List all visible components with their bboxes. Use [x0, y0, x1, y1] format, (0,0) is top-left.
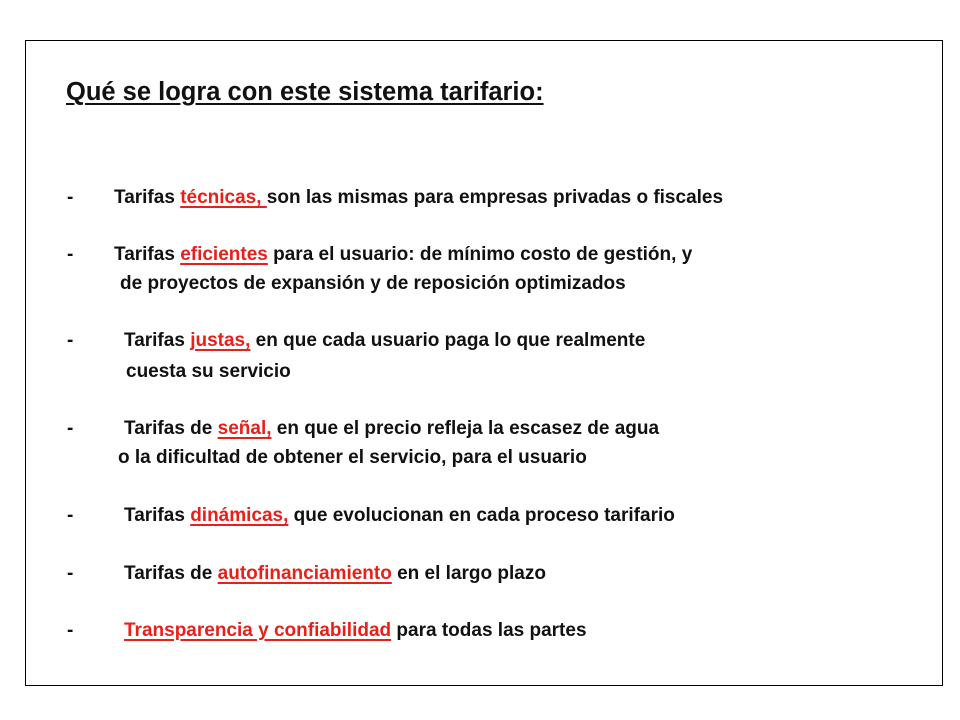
bullet-text: en el largo plazo	[391, 563, 546, 584]
bullet-text: son las mismas para empresas privadas o fiscales	[266, 187, 724, 208]
bullet-item-dinamicas	[124, 505, 675, 527]
bullet-text: para todas las partes	[391, 620, 587, 641]
bullet-highlight: autofinanciamiento	[217, 563, 392, 584]
bullet-text: Tarifas	[114, 244, 181, 265]
bullet-highlight: justas,	[190, 330, 251, 351]
bullet-text: que evolucionan en cada proceso tarifario	[288, 505, 675, 526]
bullet-dash: -	[67, 418, 74, 439]
slide-title: Qué se logra con este sistema tarifario:	[66, 78, 544, 106]
bullet-text: Tarifas de	[124, 563, 218, 584]
bullet-item-tecnicas	[114, 187, 723, 209]
bullet-dash: -	[67, 330, 74, 351]
bullet-item-justas	[124, 330, 645, 352]
bullet-dash: -	[67, 563, 74, 584]
bullet-continuation: o la dificultad de obtener el servicio, para el usuario	[118, 447, 587, 468]
bullet-dash: -	[67, 244, 74, 265]
bullet-dash: -	[67, 505, 74, 526]
bullet-item-eficientes	[114, 244, 692, 266]
bullet-text: Tarifas de	[124, 418, 218, 439]
bullet-highlight: dinámicas,	[190, 505, 289, 526]
bullet-continuation: cuesta su servicio	[126, 361, 291, 382]
bullet-text: Tarifas	[114, 187, 181, 208]
bullet-text: para el usuario: de mínimo costo de gestión, y	[267, 244, 693, 265]
bullet-highlight: señal,	[217, 418, 272, 439]
bullet-dash: -	[67, 187, 74, 208]
bullet-text: en que cada usuario paga lo que realmente	[250, 330, 646, 351]
bullet-text: Tarifas	[124, 330, 191, 351]
bullet-item-transparencia	[124, 620, 587, 642]
bullet-dash: -	[67, 620, 74, 641]
bullet-highlight: técnicas,	[180, 187, 267, 208]
bullet-item-autofinanciamiento	[124, 563, 546, 585]
bullet-highlight: eficientes	[180, 244, 268, 265]
bullet-highlight: Transparencia y confiabilidad	[124, 620, 392, 641]
bullet-continuation: de proyectos de expansión y de reposición optimizados	[120, 273, 626, 294]
bullet-text: en que el precio refleja la escasez de agua	[271, 418, 660, 439]
bullet-item-senal	[124, 418, 659, 440]
bullet-text: Tarifas	[124, 505, 191, 526]
